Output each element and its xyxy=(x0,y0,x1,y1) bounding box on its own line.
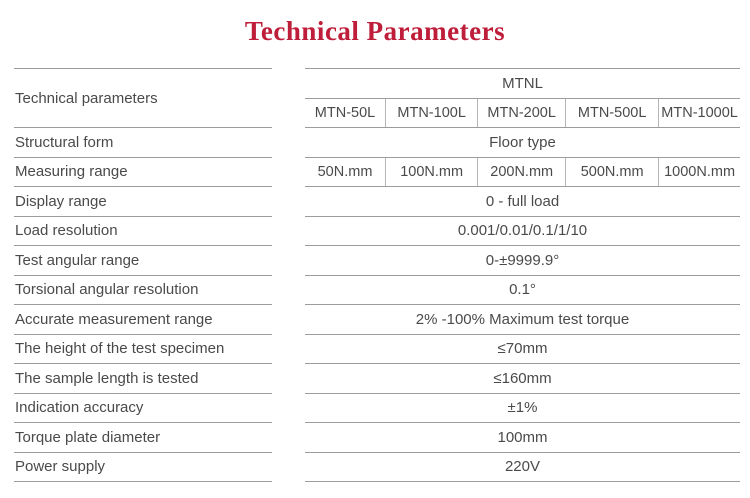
label-sample-length: The sample length is tested xyxy=(14,364,272,394)
label-indication-accuracy: Indication accuracy xyxy=(14,394,272,424)
value-torque-plate-diameter: 100mm xyxy=(305,423,740,453)
label-load-resolution: Load resolution xyxy=(14,217,272,247)
value-sample-length: ≤160mm xyxy=(305,364,740,394)
label-power-supply: Power supply xyxy=(14,453,272,483)
model-cell: MTN-100L xyxy=(385,99,477,128)
value-display-range: 0 - full load xyxy=(305,187,740,217)
model-names-row xyxy=(305,99,740,129)
value-load-resolution: 0.001/0.01/0.1/1/10 xyxy=(305,217,740,247)
value-structural-form: Floor type xyxy=(305,128,740,158)
measuring-range-cell: 200N.mm xyxy=(477,158,565,187)
label-display-range: Display range xyxy=(14,187,272,217)
label-test-angular-range: Test angular range xyxy=(14,246,272,276)
label-measuring-range: Measuring range xyxy=(14,158,272,188)
series-name-cell: MTNL xyxy=(305,69,740,99)
label-torque-plate-diameter: Torque plate diameter xyxy=(14,423,272,453)
value-accurate-measurement-range: 2% -100% Maximum test torque xyxy=(305,305,740,335)
value-power-supply: 220V xyxy=(305,453,740,483)
label-structural-form: Structural form xyxy=(14,128,272,158)
parameter-labels-column xyxy=(14,68,272,482)
value-specimen-height: ≤70mm xyxy=(305,335,740,365)
page-title: Technical Parameters xyxy=(244,16,506,46)
value-torsional-angular-resolution: 0.1° xyxy=(305,276,740,306)
technical-parameters-table xyxy=(14,68,750,482)
model-cell: MTN-50L xyxy=(314,104,376,121)
corner-label-cell: Technical parameters xyxy=(14,69,272,128)
value-test-angular-range: 0-±9999.9° xyxy=(305,246,740,276)
model-cell: MTN-500L xyxy=(565,99,658,128)
label-accurate-measurement-range: Accurate measurement range xyxy=(14,305,272,335)
label-torsional-angular-resolution: Torsional angular resolution xyxy=(14,276,272,306)
label-specimen-height: The height of the test specimen xyxy=(14,335,272,365)
measuring-range-row xyxy=(305,158,740,188)
measuring-range-cell: 1000N.mm xyxy=(658,158,740,187)
measuring-range-cell: 50N.mm xyxy=(317,163,373,180)
model-cell: MTN-1000L xyxy=(658,99,740,128)
measuring-range-cell: 500N.mm xyxy=(565,158,658,187)
model-cell: MTN-200L xyxy=(477,99,565,128)
value-indication-accuracy: ±1% xyxy=(305,394,740,424)
measuring-range-cell: 100N.mm xyxy=(385,158,477,187)
parameter-values-column xyxy=(305,68,740,482)
